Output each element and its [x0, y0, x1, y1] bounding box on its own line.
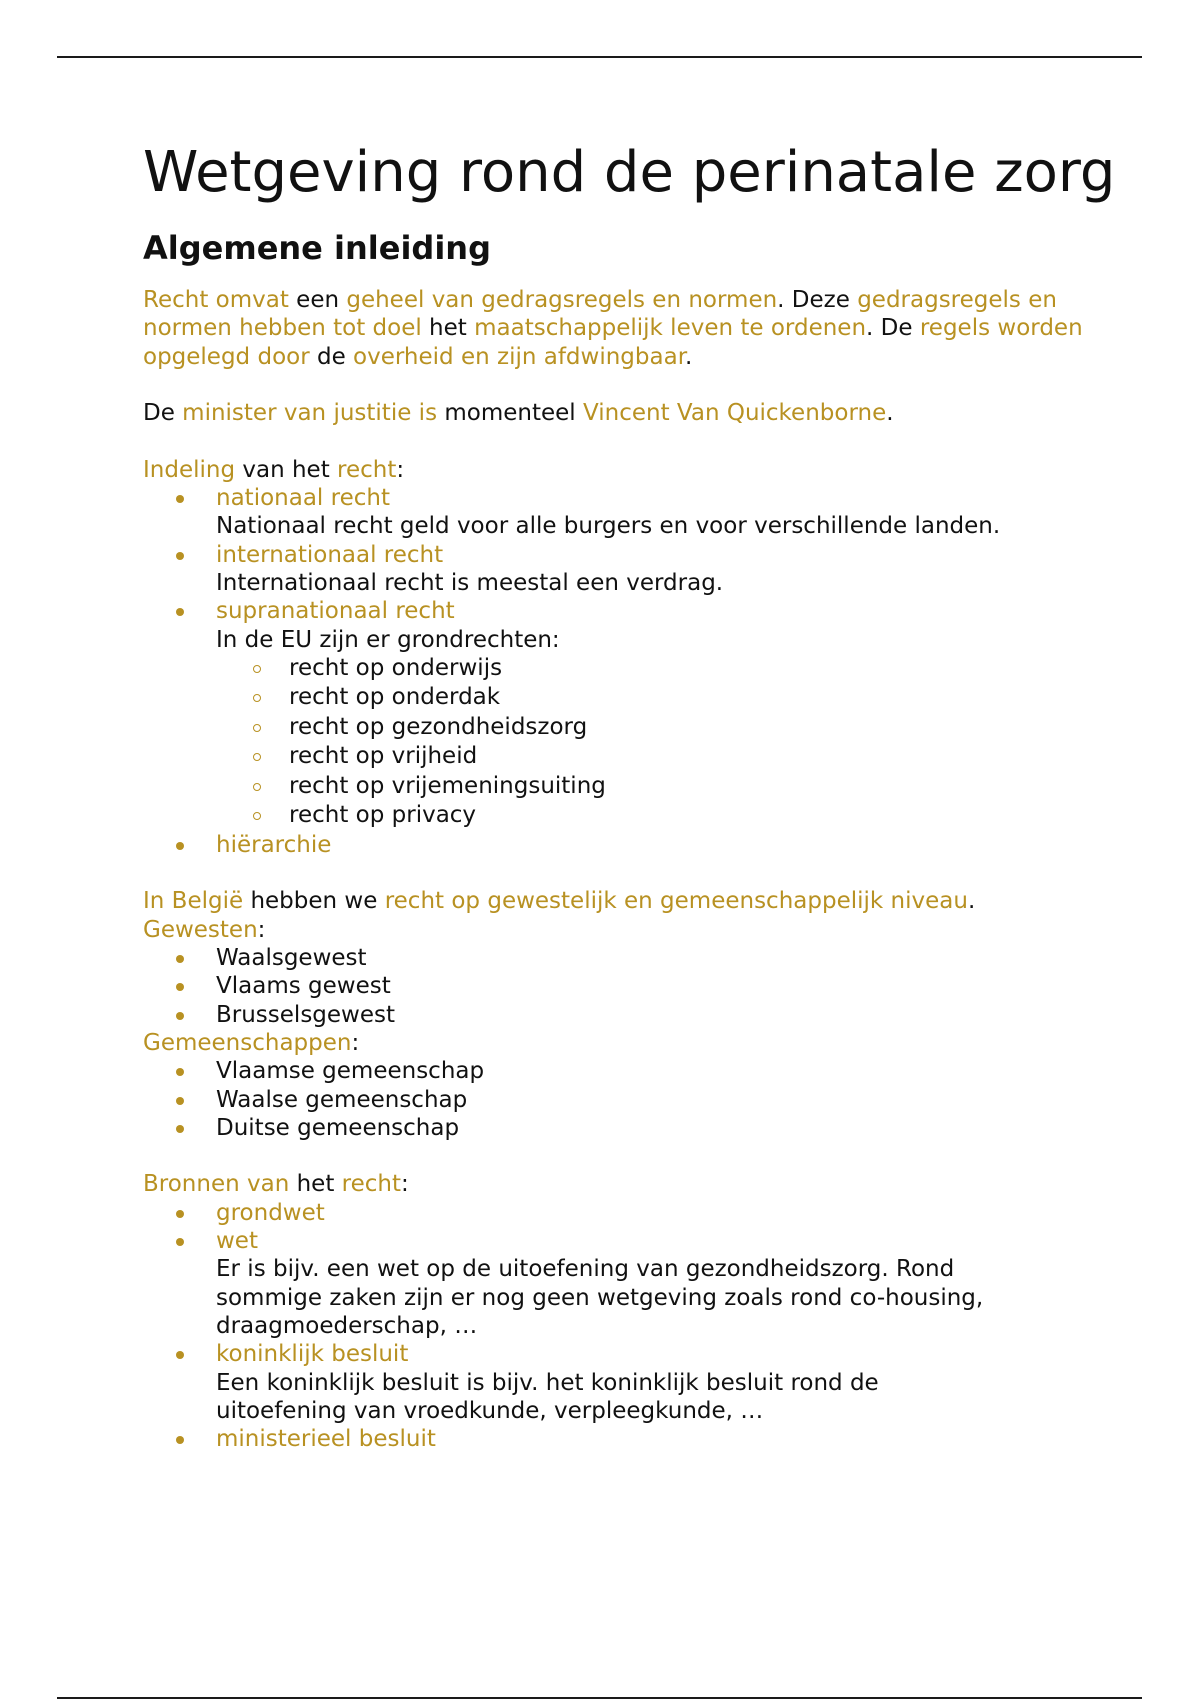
gemeenschappen-list — [143, 1057, 1143, 1142]
grondrechten-list — [216, 654, 1143, 831]
document-body — [143, 140, 1143, 1453]
section-heading: Algemene inleiding — [143, 229, 491, 267]
circle-bullet-icon — [253, 812, 261, 820]
list-item: recht op onderwijs — [216, 654, 1143, 684]
bullet-icon — [176, 983, 184, 991]
intro-term: regels worden opgelegd door — [143, 315, 1083, 370]
intro-term: gedragsregels en normen hebben tot doel — [143, 287, 1057, 342]
gewesten-list — [143, 944, 1143, 1029]
circle-bullet-icon — [253, 694, 261, 702]
list-item: Vlaamse gemeenschap — [143, 1057, 1143, 1085]
minister-term: minister van justitie is — [182, 400, 438, 427]
bullet-icon — [176, 1012, 184, 1020]
list-item: ministerieel besluit — [143, 1425, 1143, 1453]
intro-term: geheel van gedragsregels en normen — [346, 287, 778, 313]
bottom-rule — [57, 1697, 1142, 1699]
indeling-list-continued — [143, 831, 1143, 859]
circle-bullet-icon — [253, 753, 261, 761]
bullet-icon — [176, 1125, 184, 1133]
list-item: Brusselsgewest — [143, 1001, 1143, 1029]
bullet-icon — [176, 1238, 184, 1246]
top-rule — [57, 56, 1142, 58]
list-item: recht op privacy — [216, 801, 1143, 831]
intro-term: Recht omvat — [143, 287, 289, 313]
circle-bullet-icon — [253, 724, 261, 732]
bullet-icon — [176, 495, 184, 503]
intro-term: overheid en zijn afdwingbaar — [353, 343, 686, 370]
list-item: hiërarchie — [143, 831, 1143, 859]
list-item: koninklijk besluit Een koninklijk besluit is bijv. het koninklijk besluit rond de uitoefening van vroedkunde, verpleegkunde, … — [143, 1340, 1143, 1425]
indeling-heading: Indeling van het recht: — [143, 456, 405, 483]
list-item: grondwet — [143, 1199, 1143, 1227]
minister-name: Vincent Van Quickenborne — [583, 400, 887, 427]
indeling-list — [143, 484, 1143, 654]
bullet-icon — [176, 1068, 184, 1076]
list-item: recht op vrijemeningsuiting — [216, 772, 1143, 802]
list-item: Waalse gemeenschap — [143, 1086, 1143, 1114]
minister-paragraph: De minister van justitie is momenteel Vincent Van Quickenborne. — [143, 400, 894, 427]
bullet-icon — [176, 842, 184, 850]
gemeenschappen-heading: Gemeenschappen: — [143, 1029, 360, 1056]
bullet-icon — [176, 608, 184, 616]
intro-term: maatschappelijk leven te ordenen — [474, 315, 867, 342]
bronnen-heading: Bronnen van het recht: — [143, 1171, 409, 1198]
page-title: Wetgeving rond de perinatale zorg — [143, 140, 1116, 205]
intro-paragraph: Recht omvat een geheel van gedragsregels en normen. Deze gedragsregels en normen hebben tot doel het maatschappelijk leven te ordenen. De regels worden opgelegd door de overheid en zijn afdwingbaar. — [143, 287, 1083, 370]
bronnen-list — [143, 1199, 1143, 1454]
list-item: recht op vrijheid — [216, 742, 1143, 772]
list-item: wet Er is bijv. een wet op de uitoefening van gezondheidszorg. Rond sommige zaken zijn er nog geen wetgeving zoals rond co-housing, draagmoederschap, … — [143, 1227, 1143, 1340]
gewesten-heading: Gewesten: — [143, 916, 266, 943]
list-item: Duitse gemeenschap — [143, 1114, 1143, 1142]
list-item: Waalsgewest — [143, 944, 1143, 972]
belgie-paragraph: In België hebben we recht op gewestelijk en gemeenschappelijk niveau. — [143, 888, 976, 915]
bullet-icon — [176, 1097, 184, 1105]
bullet-icon — [176, 955, 184, 963]
list-item: recht op onderdak — [216, 683, 1143, 713]
circle-bullet-icon — [253, 665, 261, 673]
list-item: Vlaams gewest — [143, 972, 1143, 1000]
list-item: recht op gezondheidszorg — [216, 713, 1143, 743]
list-item: internationaal recht Internationaal recht is meestal een verdrag. — [143, 541, 1143, 598]
circle-bullet-icon — [253, 783, 261, 791]
list-item: nationaal recht Nationaal recht geld voor alle burgers en voor verschillende landen. — [143, 484, 1143, 541]
list-item: supranationaal recht In de EU zijn er grondrechten: — [143, 597, 1143, 654]
bullet-icon — [176, 1351, 184, 1359]
bullet-icon — [176, 552, 184, 560]
bullet-icon — [176, 1210, 184, 1218]
bullet-icon — [176, 1436, 184, 1444]
